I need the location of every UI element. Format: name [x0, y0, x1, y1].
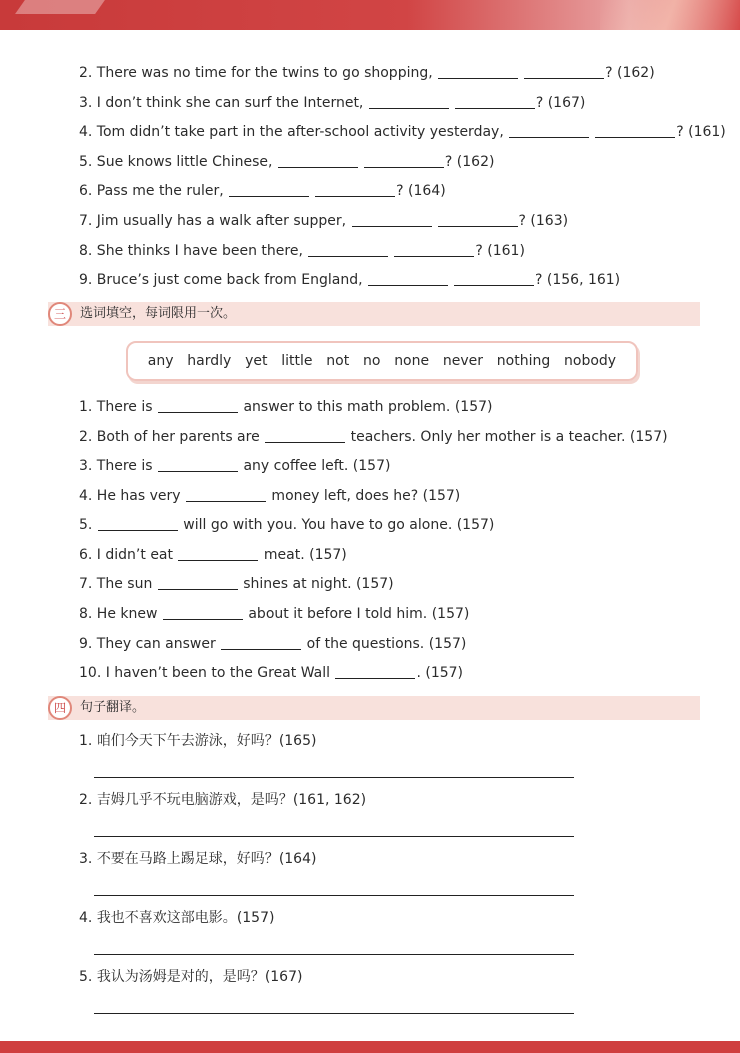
item-text: 10. I haven’t been to the Great Wall [79, 665, 335, 681]
word-bank-item: any [147, 353, 174, 369]
item-text: 8. He knew [79, 606, 162, 622]
word-bank-item: little [281, 353, 313, 369]
answer-blank[interactable] [438, 212, 518, 227]
item-text: 5. Sue knows little Chinese, [79, 154, 277, 170]
item-reference: ? (156, 161) [535, 272, 621, 288]
item-number: 3. [79, 851, 97, 867]
top-banner [0, 0, 740, 30]
fill-blank-item [79, 515, 494, 535]
fill-blank-item [79, 427, 668, 447]
word-bank-item: hardly [187, 353, 232, 369]
item-reference: (165) [278, 733, 317, 749]
word-bank [126, 341, 638, 381]
item-text: 咱们今天下午去游泳，好吗？ [96, 733, 279, 749]
item-text: about it before I told him. (157) [243, 606, 470, 622]
item-text: 3. There is [79, 458, 157, 474]
answer-blank[interactable] [509, 123, 589, 138]
item-text: 我也不喜欢这部电影。 [96, 910, 237, 926]
banner-decoration [600, 0, 740, 30]
item-text: 9. Bruce’s just come back from England, [79, 272, 367, 288]
answer-line[interactable] [94, 895, 574, 896]
answer-blank[interactable] [186, 487, 266, 502]
item-reference: (161, 162) [292, 792, 367, 808]
answer-blank[interactable] [221, 635, 301, 650]
item-text: . (157) [416, 665, 464, 681]
item-number: 4. [79, 910, 97, 926]
item-text: 2. Both of her parents are [79, 429, 265, 445]
bottom-banner [0, 1041, 740, 1053]
answer-blank[interactable] [352, 212, 432, 227]
item-text: any coffee left. (157) [239, 458, 391, 474]
item-reference: (157) [236, 910, 275, 926]
tag-question-item [79, 63, 655, 83]
answer-blank[interactable] [335, 664, 415, 679]
fill-blank-item [79, 456, 390, 476]
answer-blank[interactable] [595, 123, 675, 138]
item-text: 吉姆几乎不玩电脑游戏，是吗？ [96, 792, 293, 808]
answer-line[interactable] [94, 954, 574, 955]
translation-item [79, 731, 316, 751]
item-number: 1. [79, 733, 97, 749]
section-number: 四 [48, 696, 72, 720]
item-text: will go with you. You have to go alone. (157) [178, 517, 495, 533]
answer-blank[interactable] [315, 182, 395, 197]
item-reference: (167) [264, 969, 303, 985]
item-text: 我认为汤姆是对的，是吗？ [96, 969, 265, 985]
answer-blank[interactable] [394, 242, 474, 257]
answer-blank[interactable] [524, 64, 604, 79]
item-text: of the questions. (157) [302, 636, 467, 652]
tag-question-item [79, 211, 568, 231]
answer-blank[interactable] [158, 457, 238, 472]
answer-blank[interactable] [369, 94, 449, 109]
answer-line[interactable] [94, 836, 574, 837]
item-reference: ? (164) [396, 183, 446, 199]
item-text: 8. She thinks I have been there, [79, 243, 308, 259]
word-bank-item: nobody [564, 353, 617, 369]
item-text: teachers. Only her mother is a teacher. (157) [346, 429, 668, 445]
item-text: 6. I didn’t eat [79, 547, 178, 563]
section-number: 三 [48, 302, 72, 326]
answer-blank[interactable] [229, 182, 309, 197]
item-text: shines at night. (157) [238, 576, 394, 592]
word-bank-item: nothing [496, 353, 551, 369]
item-text: 不要在马路上踢足球，好吗？ [96, 851, 279, 867]
item-text: 7. Jim usually has a walk after supper, [79, 213, 351, 229]
section-header [48, 302, 700, 326]
fill-blank-item [79, 663, 463, 683]
tag-question-item [79, 93, 585, 113]
answer-blank[interactable] [98, 516, 178, 531]
translation-item [79, 790, 366, 810]
answer-blank[interactable] [163, 605, 243, 620]
item-text: 7. The sun [79, 576, 157, 592]
item-text: 2. There was no time for the twins to go shopping, [79, 65, 438, 81]
item-text: 4. He has very [79, 488, 185, 504]
tag-question-item [79, 122, 726, 142]
answer-blank[interactable] [178, 546, 258, 561]
fill-blank-item [79, 634, 466, 654]
answer-blank[interactable] [265, 428, 345, 443]
word-bank-item: not [326, 353, 350, 369]
word-bank-item: never [442, 353, 484, 369]
section-header [48, 696, 700, 720]
item-text: 1. There is [79, 399, 157, 415]
answer-blank[interactable] [455, 94, 535, 109]
fill-blank-item [79, 574, 394, 594]
fill-blank-item [79, 604, 469, 624]
item-text: 4. Tom didn’t take part in the after-school activity yesterday, [79, 124, 509, 140]
item-text: 3. I don’t think she can surf the Internet, [79, 95, 368, 111]
item-text: 9. They can answer [79, 636, 221, 652]
answer-blank[interactable] [158, 575, 238, 590]
answer-blank[interactable] [364, 153, 444, 168]
answer-blank[interactable] [278, 153, 358, 168]
item-text: 5. [79, 517, 97, 533]
tag-question-item [79, 181, 446, 201]
word-bank-item: yet [245, 353, 268, 369]
answer-blank[interactable] [368, 271, 448, 286]
section-title: 句子翻译。 [80, 700, 146, 715]
answer-blank[interactable] [454, 271, 534, 286]
tag-question-item [79, 270, 620, 290]
item-text: meat. (157) [259, 547, 347, 563]
item-reference: ? (163) [518, 213, 569, 229]
word-bank-item: no [362, 353, 381, 369]
item-reference: ? (162) [444, 154, 495, 170]
translation-item [79, 849, 316, 869]
answer-blank[interactable] [438, 64, 518, 79]
answer-blank[interactable] [308, 242, 388, 257]
item-number: 5. [79, 969, 97, 985]
fill-blank-item [79, 545, 347, 565]
item-reference: ? (167) [535, 95, 586, 111]
translation-item [79, 967, 302, 987]
item-reference: ? (161) [676, 124, 726, 140]
answer-line[interactable] [94, 777, 574, 778]
item-text: answer to this math problem. (157) [239, 399, 493, 415]
translation-item [79, 908, 274, 928]
item-reference: ? (162) [605, 65, 655, 81]
item-reference: ? (161) [475, 243, 525, 259]
answer-blank[interactable] [158, 398, 238, 413]
item-reference: (164) [278, 851, 317, 867]
item-text: 6. Pass me the ruler, [79, 183, 229, 199]
item-number: 2. [79, 792, 97, 808]
tag-question-item [79, 241, 525, 261]
banner-decoration [15, 0, 105, 14]
tag-question-item [79, 152, 494, 172]
fill-blank-item [79, 397, 492, 417]
answer-line[interactable] [94, 1013, 574, 1014]
section-title: 选词填空，每词限用一次。 [80, 306, 237, 321]
word-bank-item: none [394, 353, 430, 369]
fill-blank-item [79, 486, 460, 506]
item-text: money left, does he? (157) [266, 488, 461, 504]
